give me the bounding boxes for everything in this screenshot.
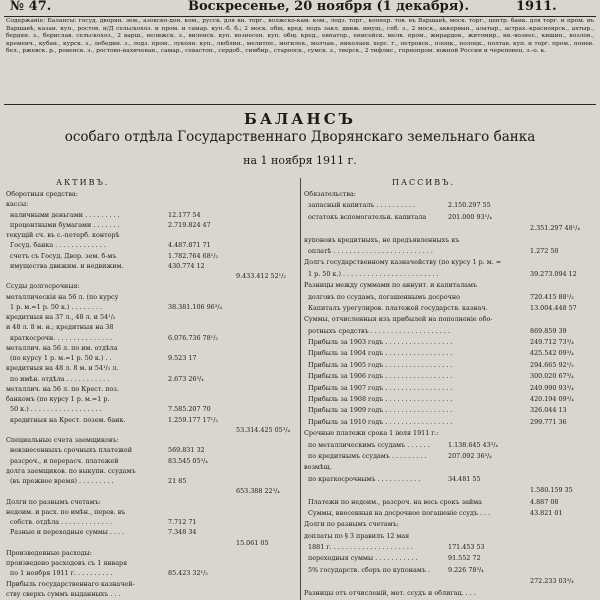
assets-line-total: 15.061 05 [236, 538, 269, 547]
assets-line-label: 50 к.) . . . . . . . . . . . . . . . . . . [10, 405, 102, 414]
assets-line-value: 38.381.106 96³/₄ [168, 302, 223, 311]
assets-line-label: невзнесенныхъ срочныхъ платежей [10, 446, 132, 455]
assets-line-value: 85.423 32¹/₂ [168, 569, 208, 578]
liabilities-line-label: 1881 г. . . . . . . . . . . . . . . . . . . . . [308, 543, 413, 552]
assets-line-value: 9.523 17 [168, 354, 197, 362]
liabilities-line-label: Прибыль за 1907 годъ . . . . . . . . . . . . . . . . . [308, 383, 453, 392]
balance-date: на 1 ноября 1911 г. [243, 154, 357, 167]
assets-line-value: 4.487.871 71 [168, 241, 211, 250]
contents-rule [4, 104, 596, 105]
assets-line-value: 7.585.207 70 [168, 405, 211, 414]
liabilities-line-total: 869.859 39 [530, 326, 567, 335]
liabilities-line-total: 299.771 36 [530, 417, 567, 426]
issue-date: Воскресенье, 20 ноября (1 декабря). [188, 0, 469, 14]
liabilities-line-label: Прибыль за 1906 годъ . . . . . . . . . . . . . . . . . [308, 372, 453, 381]
liabilities-line-total: 249.712 73³/₄ [530, 338, 574, 347]
assets-line-label: (въ прежнее время) . . . . . . . . . [10, 477, 114, 485]
assets-line-value: 569.831 32 [168, 446, 205, 455]
liabilities-line-label: Капиталъ урегулиров. платежей государств. казнач. [308, 303, 488, 312]
assets-line-label: кассы: [6, 200, 29, 209]
assets-line-label: по имѣн. отдѣла . . . . . . . . . . . [10, 374, 110, 383]
assets-line-label: металлич. на 56 л. по им. отдѣла [6, 343, 118, 352]
column-divider [300, 178, 301, 600]
liabilities-line-label: Разницы отъ отчисленій, мет. ссудъ и облигац. . . . [304, 588, 476, 597]
liabilities-line-label: Разницы между суммами по аннуит. и капиталамъ [304, 281, 478, 290]
liabilities-line-total: 39.273.094 12 [530, 269, 577, 278]
liabilities-heading: ПАССИВЪ. [392, 178, 456, 187]
assets-line-value: 430.774 12 [168, 261, 205, 270]
liabilities-line-total: 249.990 93³/₄ [530, 383, 574, 392]
liabilities-line-label: Прибыль за 1909 годъ . . . . . . . . . . . . . . . . . [308, 406, 453, 415]
assets-line-label: Ссуды долгосрочныя: [6, 282, 80, 291]
liabilities-line-label: возмѣщ. [304, 463, 332, 472]
assets-line-label: наличными деньгами . . . . . . . . . [10, 210, 120, 219]
assets-line-label: произведено расходовъ съ 1 января [6, 559, 128, 567]
liabilities-line-label: Прибыль за 1908 годъ . . . . . . . . . . . . . . . . . [308, 395, 453, 403]
assets-line-value: 6.076.736 78¹/₂ [168, 333, 218, 342]
liabilities-line-total: 420.194 09³/₄ [530, 395, 574, 403]
assets-line-label: долга заемщиков. по выкупн. ссудамъ [6, 466, 136, 475]
assets-line-label: 1 р. м.=1 р. 50 к.) . . . . . . . . [10, 302, 103, 311]
liabilities-line-value: 91.552 72 [448, 554, 481, 563]
assets-line-label: счетъ съ Госуд. Двор. зем. б-мъ [10, 251, 117, 260]
assets-line-value: 1.782.764 68¹/₂ [168, 251, 218, 260]
liabilities-line-value: 207.092 36³/₄ [448, 451, 492, 460]
issue-number: № 47. [10, 0, 52, 14]
assets-line-label: Госуд. банка . . . . . . . . . . . . . [10, 241, 106, 250]
assets-line-value: 7.348 34 [168, 528, 197, 537]
assets-line-value: 1.259.177 17¹/₂ [168, 415, 218, 424]
table-of-contents: Содержаніе: Балансы: госуд. дворян. зем., азовско-дон. ком., русск. для вн. торг., волжско-кам. ком., лодз. торг., коопер. тов. въ Варшавѣ, моск. торг., центр. банк. для торг. и пром. въ Варшавѣ, казан. куп., ростов. н/Д сельскохоз. и пром. и самар. куп.-б. б.; 2 моск. общ. кред. подъ закл. движ. имущ., спб. з., 2 моск., аккерман., алатыр., астрах.-красноярск., ахтыр., бердян. з., берислав. сельскохоз., 2 варш., велижск. з., виленск. куп. вознесен. куп. общ. кред., евпатор., енисейск. мелк. пром., жирардов., житомир., ив.-вознес., кишин., козлов., кременч., кубан., курск. з., лебедин. з., лодз. пром., лукоян. куп., люблин., мелитоп., могилев., молчан., николаев. херс. г., петровск., плоцк., полоцк., полтав. куп. и торг. пром., понев. бел., ржевск. р., ровенск. з., ростово-нахичеван., самар., севастоп., сердоб., симбир., старооск., сумск. з., тверск., 2 тифлис., горнопром. южной России и череповец. з.-о. к. [6, 18, 594, 55]
liabilities-line-total: 326.044 13 [530, 406, 567, 415]
liabilities-line-value: 2.150.297 55 [448, 201, 491, 210]
liabilities-line-label: Прибыль за 1905 годъ . . . . . . . . . . . . . . . . . [308, 360, 453, 369]
assets-line-label: имущества движим. и недвижим. [10, 261, 124, 270]
assets-line-total: 53.314.425 05³/₄ [236, 425, 291, 434]
liabilities-line-label: оплатѣ . . . . . . . . . . . . . . . . . . . . . . . . . [308, 246, 433, 255]
liabilities-line-label: Суммы, внесенныя на досрочное погашеніе ссудъ . . . [308, 508, 491, 517]
liabilities-line-label: запасный капиталъ . . . . . . . . . . [308, 201, 416, 210]
assets-line-label: металлическія на 56 л. (по курсу [6, 292, 119, 301]
assets-line-label: (по курсу 1 р. м.=1 р. 50 к.) . . [10, 354, 112, 362]
liabilities-line-value: 9.226 78³/₄ [448, 565, 484, 574]
liabilities-line-value: 34.481 55 [448, 474, 481, 483]
assets-line-total: 9.433.412 52¹/₂ [236, 272, 286, 280]
assets-line-label: недоим. и расх. по имѣн., перев. въ [6, 507, 126, 516]
assets-line-label: процентными бумагами . . . . . . . [10, 220, 120, 229]
masthead [4, 0, 596, 14]
liabilities-line-total: 2.351.297 48¹/₄ [530, 224, 580, 233]
liabilities-line-label: остатокъ вспомогательн. капитала [308, 212, 427, 221]
liabilities-line-total: 272.233 03³/₄ [530, 577, 574, 586]
liabilities-line-total: 1.272 50 [530, 246, 559, 255]
liabilities-line-label: Долги по разнымъ счетамъ: [304, 520, 399, 529]
assets-line-label: металлич. на 56 л. по Крест. поз. [6, 384, 119, 393]
liabilities-line-total: 294.665 92¹/₂ [530, 360, 574, 369]
liabilities-line-label: купоновъ кредитныхъ, не предъявленныхъ къ [304, 235, 460, 244]
liabilities-line-total: 13.004.448 57 [530, 303, 577, 312]
liabilities-line-label: по краткосрочнымъ . . . . . . . . . . . [308, 474, 421, 483]
assets-line-label: разсроч., и перерасч. платежей [10, 456, 119, 465]
liabilities-line-label: доплаты по § 3 правилъ 12 мая [304, 531, 410, 540]
liabilities-line-label: Прибыль за 1904 годъ . . . . . . . . . . . . . . . . . [308, 349, 453, 358]
liabilities-line-label: Суммы, отчисленныя изъ прибылей на пополненіе обо- [304, 315, 493, 324]
liabilities-line-label: переходныя суммы . . . . . . . . . . . [308, 554, 418, 563]
liabilities-line-label: долговъ по ссудамъ, погашеннымъ досрочно [308, 292, 460, 301]
assets-line-value: 2.719.824 47 [168, 220, 211, 229]
assets-line-label: ству сверхъ суммъ выданныхъ . . . [6, 589, 121, 598]
assets-line-label: Специальные счета заемщиковъ: [6, 436, 119, 444]
issue-year: 1911. [516, 0, 557, 14]
balance-subtitle: особаго отдѣла Государственнаго Дворянскаго земельнаго банка [64, 129, 536, 145]
assets-line-label: Оборотныя средства: [6, 190, 78, 198]
liabilities-line-label: Прибыль за 1910 годъ . . . . . . . . . . . . . . . . . [308, 417, 453, 426]
assets-line-label: Прибыль государственнаго казначей- [6, 579, 135, 588]
assets-line-value: 12.177 54 [168, 210, 201, 219]
assets-line-label: по 1 ноября 1911 г. . . . . . . . . . [10, 569, 113, 578]
assets-line-label: собств. отдѣла . . . . . . . . . . . . . [10, 518, 112, 526]
balance-title: БАЛАНСЪ [244, 110, 356, 128]
liabilities-line-total: 1.580.159 35 [530, 486, 573, 495]
liabilities-line-total: 4.887 08 [530, 497, 559, 506]
assets-line-label: кредитныя на Крест. позем. банк. [10, 415, 126, 424]
assets-line-value: 7.712 71 [168, 518, 197, 526]
assets-line-total: 653.388 22³/₄ [236, 487, 280, 496]
liabilities-line-total: 720.415 88¹/₂ [530, 292, 574, 301]
assets-line-label: краткосрочн. . . . . . . . . . . . . . . [10, 333, 113, 342]
assets-line-label: банкомъ (по курсу 1 р. м.=1 р. [6, 395, 110, 403]
assets-line-label: Долги по разнымъ счетамъ: [6, 497, 101, 506]
liabilities-line-label: 1 р. 50 к.) . . . . . . . . . . . . . . . . . . . . . . . . [308, 269, 439, 278]
assets-line-value: 2.673 26³/₄ [168, 374, 204, 383]
liabilities-line-label: Прибыль за 1903 годъ . . . . . . . . . . . . . . . . . [308, 338, 453, 347]
assets-line-label: и 48 л. 8 м. н.; кредитныя на 38 [6, 323, 114, 332]
liabilities-line-label: Срочные платежи срока 1 іюля 1911 г.: [304, 429, 439, 438]
liabilities-line-value: 1.138.645 43³/₄ [448, 440, 498, 449]
assets-line-value: 21 85 [168, 477, 187, 485]
liabilities-line-label: по металлическимъ ссудамъ . . . . . . [308, 440, 430, 449]
liabilities-line-value: 171.453 53 [448, 543, 485, 552]
liabilities-line-label: Долгъ государственному казначейству (по курсу 1 р. м. = [304, 258, 502, 267]
assets-line-value: 83.545 05³/₄ [168, 456, 208, 465]
liabilities-line-total: 300.020 67³/₄ [530, 372, 574, 381]
liabilities-line-total: 43.821 01 [530, 508, 563, 517]
liabilities-line-label: Обязательства: [304, 190, 356, 198]
liabilities-line-label: по кредитнымъ ссудамъ . . . . . . . . . [308, 451, 427, 460]
liabilities-line-total: 425.542 09³/₄ [530, 349, 574, 358]
liabilities-line-label: ротныхъ средствъ . . . . . . . . . . . . . . . . . . . . [308, 326, 450, 335]
assets-line-label: кредитныя на 48 л. 8 м. и 54¹/₂ л. [6, 364, 119, 373]
assets-line-label: Произведенные расходы: [6, 548, 92, 557]
liabilities-line-value: 201.000 93¹/₄ [448, 212, 492, 221]
assets-line-label: Разные и переходные суммы . . . . [10, 528, 125, 537]
liabilities-line-label: Платежи по недоим., разсроч. на весь срокъ займа [308, 497, 482, 506]
masthead-rule [4, 16, 596, 17]
assets-line-label: кредитныя на 37 л., 48 л. и 54¹/₂ [6, 313, 116, 321]
assets-heading: АКТИВЪ. [56, 178, 110, 187]
assets-line-label: текущій сч. въ с.-петерб. конторѣ [6, 231, 120, 239]
liabilities-line-label: 5% государств. сборъ по купонамъ . [308, 565, 430, 574]
